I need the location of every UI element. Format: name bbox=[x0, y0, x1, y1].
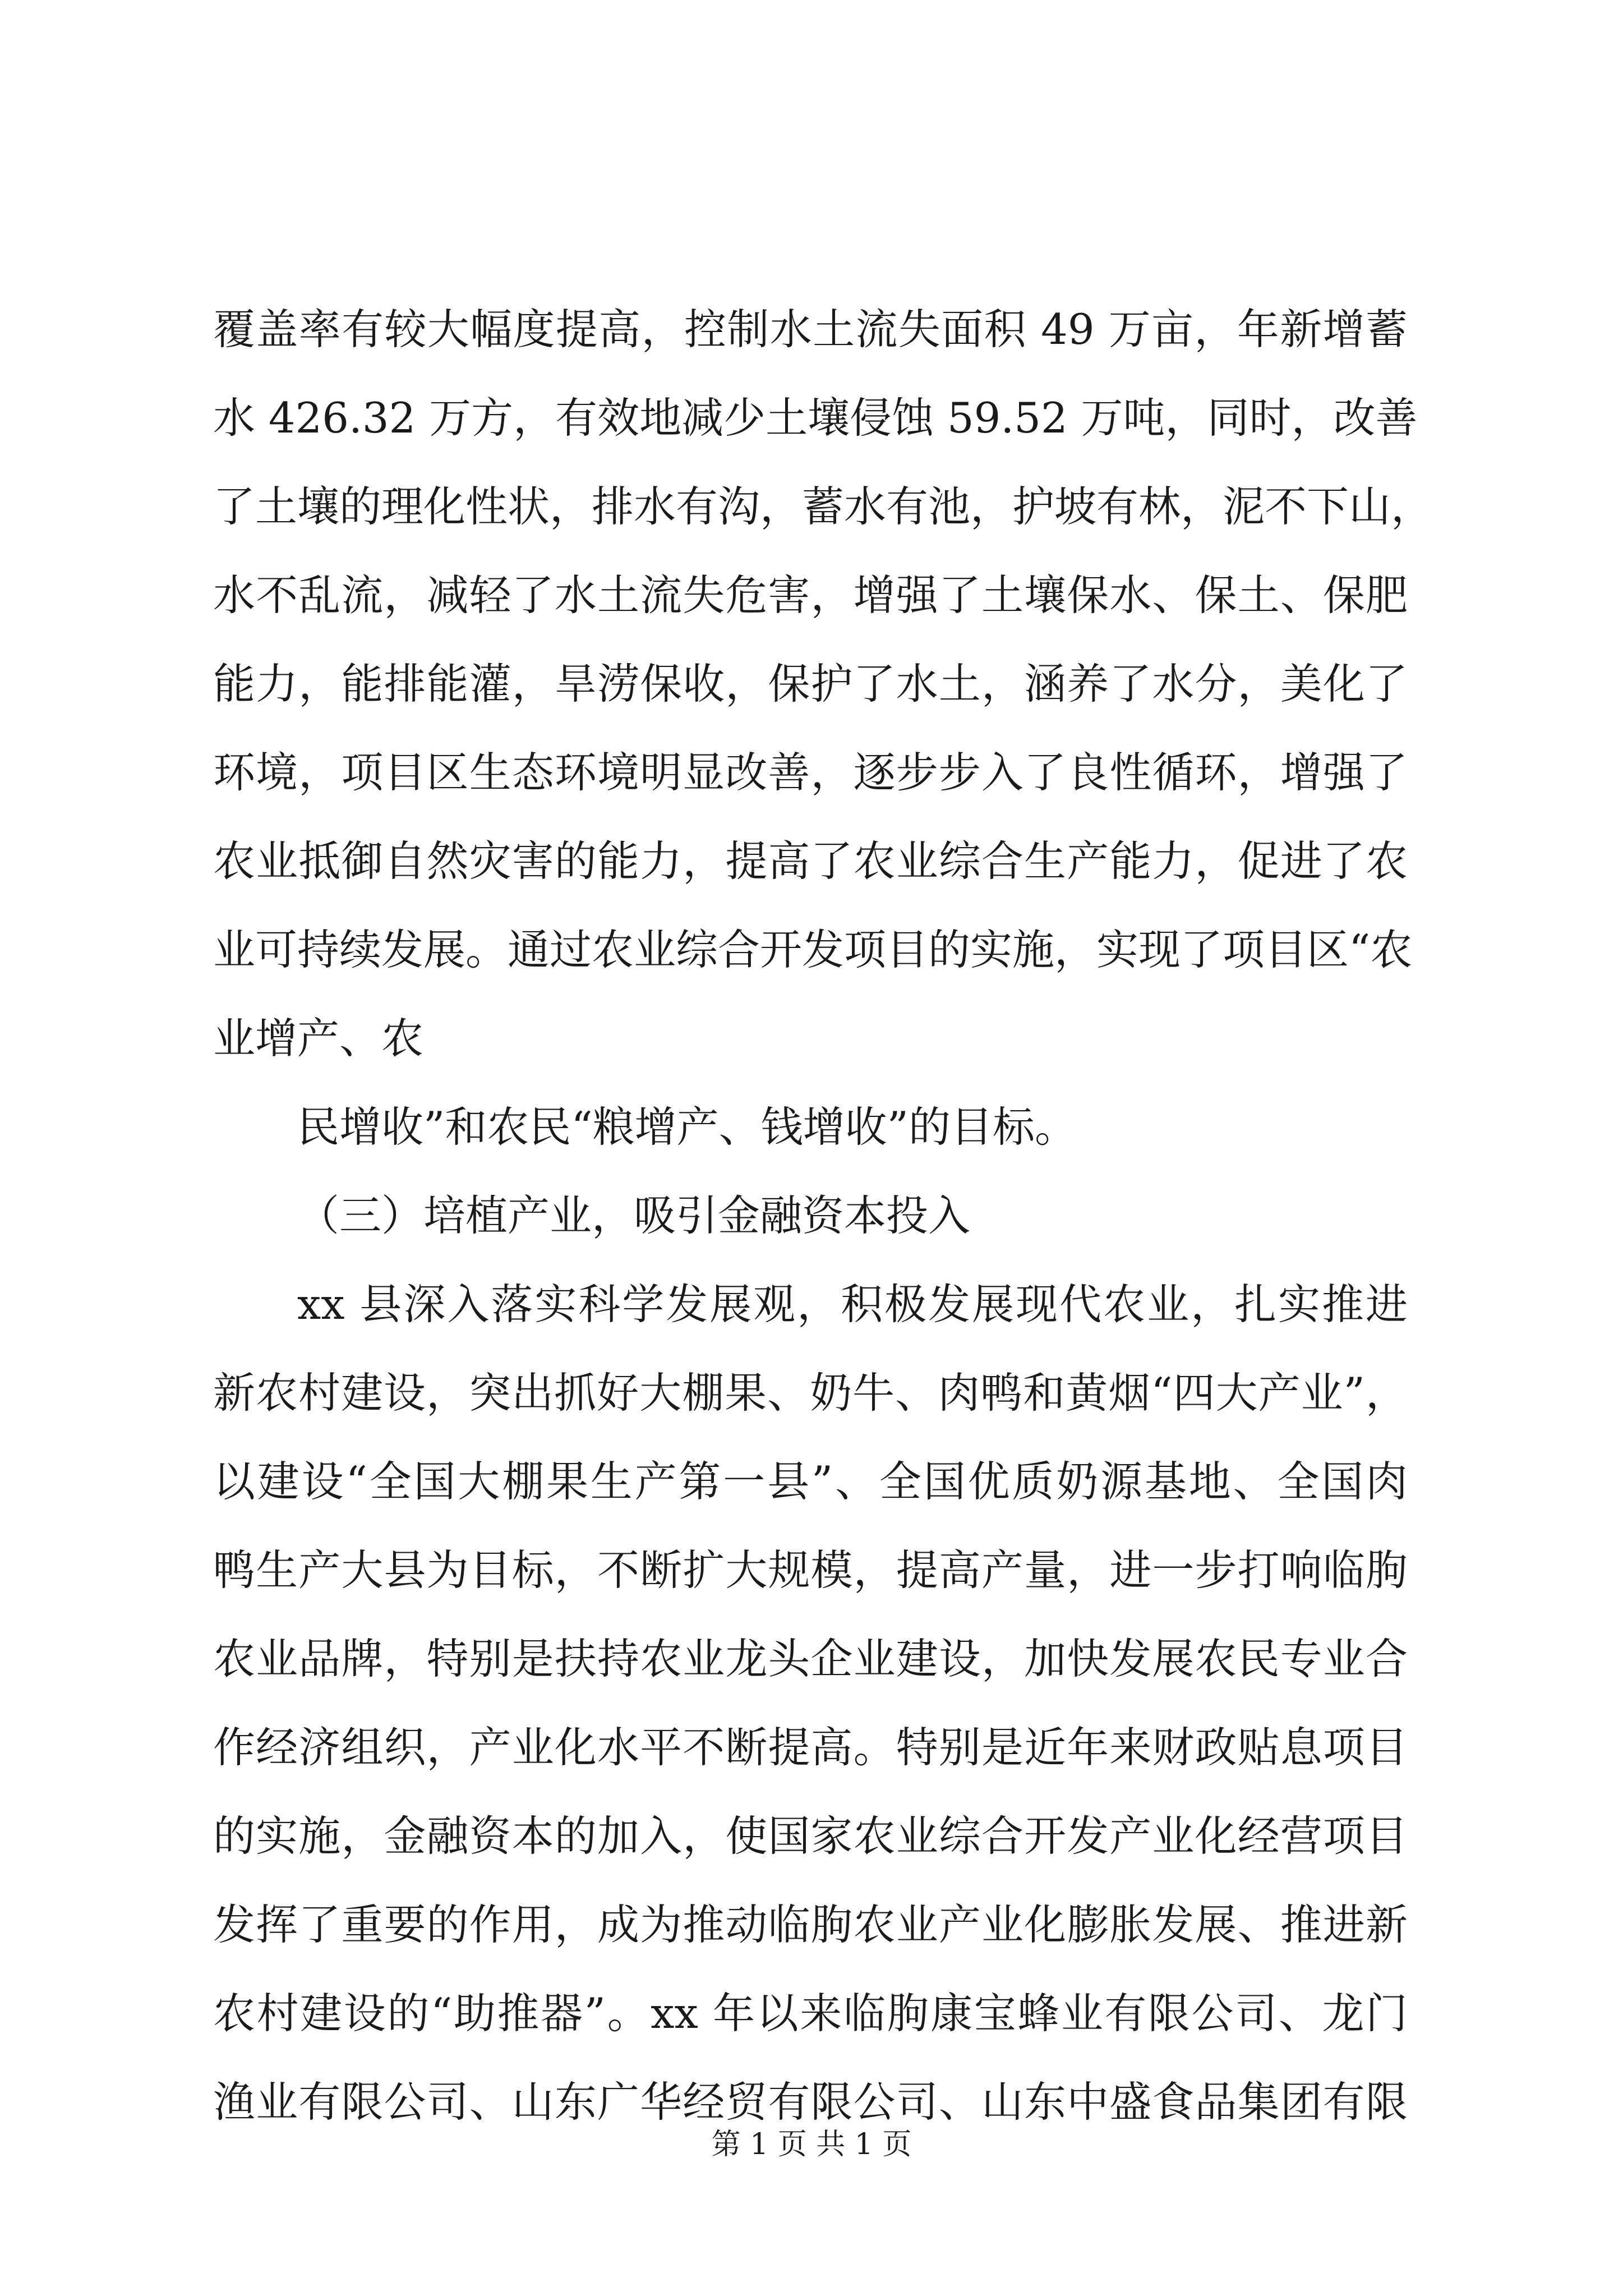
paragraph-line: 鸭生产大县为目标，不断扩大规模，提高产量，进一步打响临朐 bbox=[213, 1545, 1408, 1595]
paragraph-line: 业增产、农 bbox=[213, 1014, 424, 1063]
paragraph-line: 环境，项目区生态环境明显改善，逐步步入了良性循环，增强了 bbox=[213, 748, 1408, 797]
paragraph-line: 了土壤的理化性状，排水有沟，蓄水有池，护坡有林，泥不下山， bbox=[213, 482, 1433, 531]
paragraph-line: 业可持续发展。通过农业综合开发项目的实施，实现了项目区“农 bbox=[213, 925, 1413, 974]
paragraph-line: 以建设“全国大棚果生产第一县”、全国优质奶源基地、全国肉 bbox=[213, 1457, 1408, 1506]
paragraph-line: 能力，能排能灌，旱涝保收，保护了水土，涵养了水分，美化了 bbox=[213, 659, 1408, 708]
paragraph-line: 渔业有限公司、山东广华经贸有限公司、山东中盛食品集团有限 bbox=[213, 2077, 1408, 2127]
paragraph-line: 农业品牌，特别是扶持农业龙头企业建设，加快发展农民专业合 bbox=[213, 1634, 1408, 1683]
paragraph-line: 的实施，金融资本的加入，使国家农业综合开发产业化经营项目 bbox=[213, 1811, 1408, 1861]
paragraph-line: 农村建设的“助推器”。xx 年以来临朐康宝蜂业有限公司、龙门 bbox=[213, 1989, 1408, 2038]
paragraph-line: 农业抵御自然灾害的能力，提高了农业综合生产能力，促进了农 bbox=[213, 836, 1408, 886]
paragraph-line: 民增收”和农民“粮增产、钱增收”的目标。 bbox=[297, 1102, 1077, 1152]
paragraph-line: 水 426.32 万方，有效地减少土壤侵蚀 59.52 万吨，同时，改善 bbox=[213, 393, 1418, 443]
paragraph-line: 水不乱流，减轻了水土流失危害，增强了土壤保水、保土、保肥 bbox=[213, 570, 1408, 620]
paragraph-line: 覆盖率有较大幅度提高，控制水土流失面积 49 万亩，年新增蓄 bbox=[213, 305, 1408, 354]
page-footer: 第 1 页 共 1 页 bbox=[711, 2128, 912, 2161]
paragraph-line: 作经济组织，产业化水平不断提高。特别是近年来财政贴息项目 bbox=[213, 1723, 1408, 1772]
paragraph-line: 新农村建设，突出抓好大棚果、奶牛、肉鸭和黄烟“四大产业”， bbox=[213, 1368, 1408, 1418]
paragraph-line: xx 县深入落实科学发展观，积极发展现代农业，扎实推进 bbox=[297, 1280, 1408, 1329]
paragraph-line: 发挥了重要的作用，成为推动临朐农业产业化膨胀发展、推进新 bbox=[213, 1900, 1408, 1949]
section-heading: （三）培植产业，吸引金融资本投入 bbox=[297, 1191, 971, 1240]
